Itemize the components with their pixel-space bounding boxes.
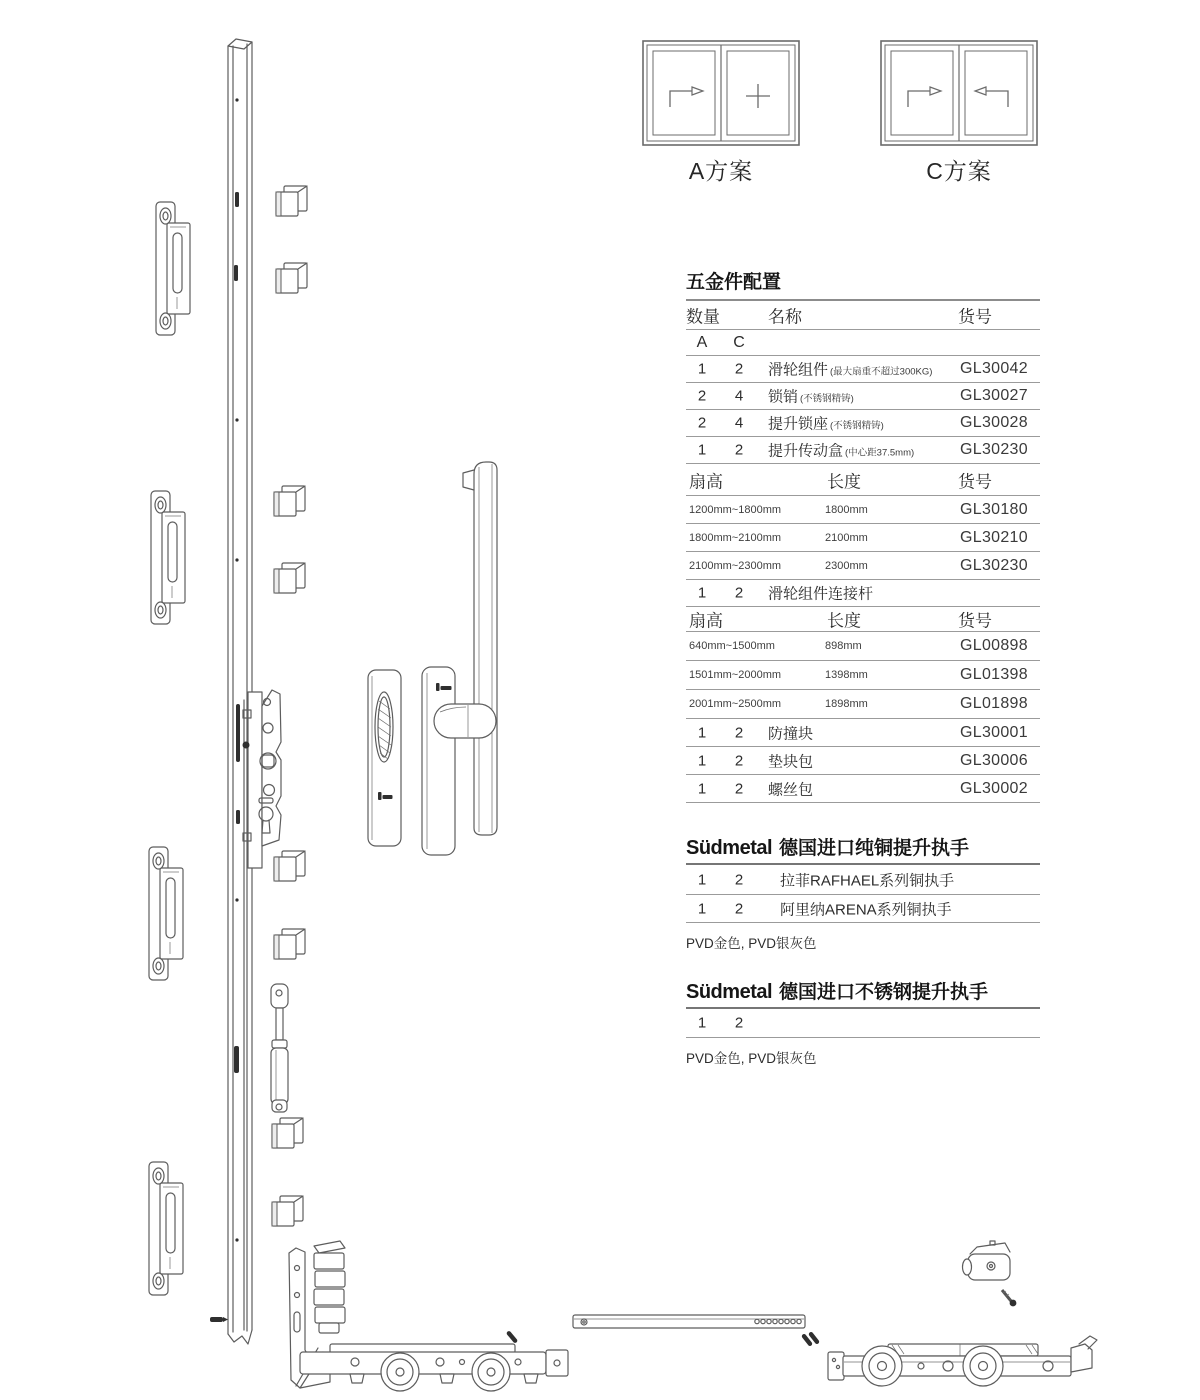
part-sku: GL30027	[960, 387, 1028, 404]
qty-a: 1	[697, 780, 707, 797]
size-row	[686, 632, 1040, 661]
scheme-c-label: C方案	[926, 158, 992, 184]
part-sku: GL01898	[960, 695, 1028, 712]
qty-c: 2	[734, 752, 744, 769]
size-row	[686, 661, 1040, 690]
qty-c: 2	[734, 1014, 744, 1032]
part-sku: GL30028	[960, 414, 1028, 431]
part-name: 锁销 (不锈钢精铸)	[768, 388, 854, 406]
table-row	[686, 580, 1040, 607]
part-name: 提升锁座 (不锈钢精铸)	[768, 415, 884, 433]
lock-keeper-drawing	[149, 847, 183, 980]
variant-a-label: A	[696, 333, 708, 351]
qty-a: 1	[697, 1014, 707, 1032]
part-note: (最大扇重不超过300KG)	[830, 366, 933, 378]
part-note: (中心距37.5mm)	[845, 447, 915, 459]
brand-name: Süd	[686, 981, 723, 1003]
handle-name: 拉菲RAFHAEL系列铜执手	[780, 872, 955, 889]
part-sku: GL30230	[960, 441, 1028, 458]
length-value: 898mm	[825, 640, 862, 652]
end-cap-drawing	[963, 1241, 1017, 1306]
mounting-clip-drawing	[272, 1196, 303, 1226]
length-value: 1898mm	[825, 698, 868, 710]
table-row	[686, 895, 1040, 923]
qty-a: 1	[697, 871, 707, 888]
qty-a: 2	[697, 387, 707, 405]
qty-c: 2	[734, 871, 744, 888]
screw-icon	[210, 1317, 228, 1322]
sash-height-range: 1200mm~1800mm	[689, 503, 782, 516]
table-header-row	[686, 301, 1040, 330]
qty-a: 1	[697, 360, 707, 378]
qty-c: 2	[734, 360, 744, 378]
qty-a: 2	[697, 414, 707, 432]
fixed-panel-plus-icon	[746, 84, 770, 108]
part-sku: GL30002	[960, 779, 1028, 797]
lock-keeper-drawing	[156, 202, 190, 335]
part-name: 防撞块	[768, 725, 814, 742]
part-sku: GL30210	[960, 528, 1028, 546]
scheme-a-diagram	[642, 40, 800, 186]
damper-pin-drawing	[271, 984, 288, 1112]
table-row	[686, 775, 1040, 803]
part-note: (不锈钢精铸)	[800, 393, 854, 405]
table-row	[686, 719, 1040, 747]
mounting-clip-drawing	[276, 263, 307, 293]
size-row	[686, 496, 1040, 524]
lock-keeper-drawing	[151, 491, 185, 624]
lift-gearbox-drawing	[243, 690, 282, 868]
sash-height-range: 640mm~1500mm	[689, 640, 775, 652]
sash-height-range: 1501mm~2000mm	[689, 669, 782, 681]
scheme-a-window-drawing	[642, 40, 800, 146]
brass-handle-section	[686, 837, 1040, 952]
lift-slide-handle-drawing	[422, 462, 497, 855]
qty-c: 2	[734, 780, 744, 797]
variant-header-row	[686, 330, 1040, 356]
qty-a: 1	[697, 584, 707, 602]
finish-note: PVD金色, PVD银灰色	[686, 936, 817, 951]
handle-name: 阿里纳ARENA系列铜执手	[780, 901, 952, 918]
col-header-sash-height: 扇高	[689, 472, 723, 491]
size-row	[686, 524, 1040, 552]
sash-left	[653, 51, 715, 135]
hardware-table-title: 五金件配置	[686, 270, 1040, 301]
qty-a: 1	[697, 724, 707, 741]
part-name: 滑轮组件连接杆	[768, 585, 874, 603]
slide-right-arrow-icon	[670, 87, 703, 107]
hardware-table	[686, 270, 1040, 803]
part-name: 垫块包	[768, 753, 814, 770]
sash-right	[965, 51, 1027, 135]
connecting-rod-drawing	[573, 1315, 820, 1345]
qty-a: 1	[697, 441, 707, 459]
sash-height-range: 2001mm~2500mm	[689, 698, 782, 710]
qty-a: 1	[697, 900, 707, 917]
sash-height-range: 1800mm~2100mm	[689, 531, 782, 544]
mounting-clip-drawing	[274, 563, 305, 593]
part-sku: GL30042	[960, 360, 1028, 377]
screw-icon	[1002, 1290, 1016, 1306]
col-header-length: 长度	[827, 611, 861, 631]
variant-c-label: C	[733, 333, 745, 351]
qty-c: 2	[734, 900, 744, 917]
col-header-name: 名称	[768, 307, 802, 327]
size-row	[686, 690, 1040, 719]
scheme-c-diagram	[880, 40, 1038, 186]
mounting-clip-drawing	[272, 1118, 303, 1148]
table-row	[686, 747, 1040, 775]
qty-c: 2	[734, 724, 744, 741]
screw-icon	[506, 1330, 518, 1344]
qty-c: 2	[734, 441, 744, 459]
table-row	[686, 437, 1040, 464]
part-sku: GL01398	[960, 666, 1028, 683]
mounting-clip-drawing	[274, 486, 305, 516]
length-value: 1398mm	[825, 669, 868, 681]
part-name: 螺丝包	[768, 781, 814, 798]
part-sku: GL30180	[960, 500, 1028, 518]
col-header-sku: 货号	[958, 472, 992, 491]
length-value: 1800mm	[825, 503, 868, 516]
part-sku: GL30230	[960, 556, 1028, 574]
slide-right-arrow-icon	[908, 87, 941, 107]
col-header-sku: 货号	[958, 611, 992, 631]
roller-carriage-left-drawing	[300, 1330, 568, 1391]
part-note: (不锈钢精铸)	[830, 420, 884, 432]
brand-name: Süd	[686, 837, 723, 859]
part-name: 提升传动盒 (中心距37.5mm)	[768, 442, 915, 460]
table-row	[686, 865, 1040, 895]
lock-keeper-drawing	[149, 1162, 183, 1295]
qty-c: 4	[734, 387, 744, 405]
size-row	[686, 552, 1040, 580]
table-row	[686, 383, 1040, 410]
slide-left-arrow-icon	[975, 87, 1008, 107]
mounting-clip-drawing	[274, 929, 305, 959]
bumper-block-drawing	[314, 1241, 345, 1333]
part-name: 滑轮组件 (最大扇重不超过300KG)	[768, 361, 933, 379]
part-sku: GL00898	[960, 637, 1028, 654]
roller-carriage-right-drawing	[801, 1333, 1097, 1386]
part-sku: GL30006	[960, 751, 1028, 769]
col-header-sku: 货号	[958, 307, 992, 327]
table-row	[686, 410, 1040, 437]
col-header-qty: 数量	[686, 307, 720, 327]
sash-height-range: 2100mm~2300mm	[689, 559, 782, 572]
flush-pull-handle-drawing	[368, 670, 401, 846]
lock-keeper-drawings	[149, 202, 190, 1295]
scheme-a-label: A方案	[688, 158, 754, 184]
table-row	[686, 1009, 1040, 1038]
size-header-row	[686, 607, 1040, 632]
sash-left	[891, 51, 953, 135]
qty-a: 1	[697, 752, 707, 769]
scheme-c-window-drawing	[880, 40, 1038, 146]
finish-note: PVD金色, PVD银灰色	[686, 1051, 817, 1066]
table-row	[686, 356, 1040, 383]
col-header-length: 长度	[827, 472, 861, 491]
brass-section-title: Südmetal 德国进口纯铜提升执手	[686, 837, 1040, 865]
steel-section-title: Südmetal 德国进口不锈钢提升执手	[686, 981, 1040, 1009]
steel-handle-section	[686, 981, 1040, 1067]
qty-c: 4	[734, 414, 744, 432]
col-header-sash-height: 扇高	[689, 611, 723, 631]
mounting-clip-drawing	[276, 186, 307, 216]
length-value: 2100mm	[825, 531, 868, 544]
part-sku: GL30001	[960, 723, 1028, 741]
length-value: 2300mm	[825, 559, 868, 572]
mounting-clip-drawing	[274, 851, 305, 881]
qty-c: 2	[734, 584, 744, 602]
size-header-row	[686, 464, 1040, 496]
section-title-text: 德国进口不锈钢提升执手	[779, 982, 989, 1003]
section-title-text: 德国进口纯铜提升执手	[779, 838, 970, 859]
